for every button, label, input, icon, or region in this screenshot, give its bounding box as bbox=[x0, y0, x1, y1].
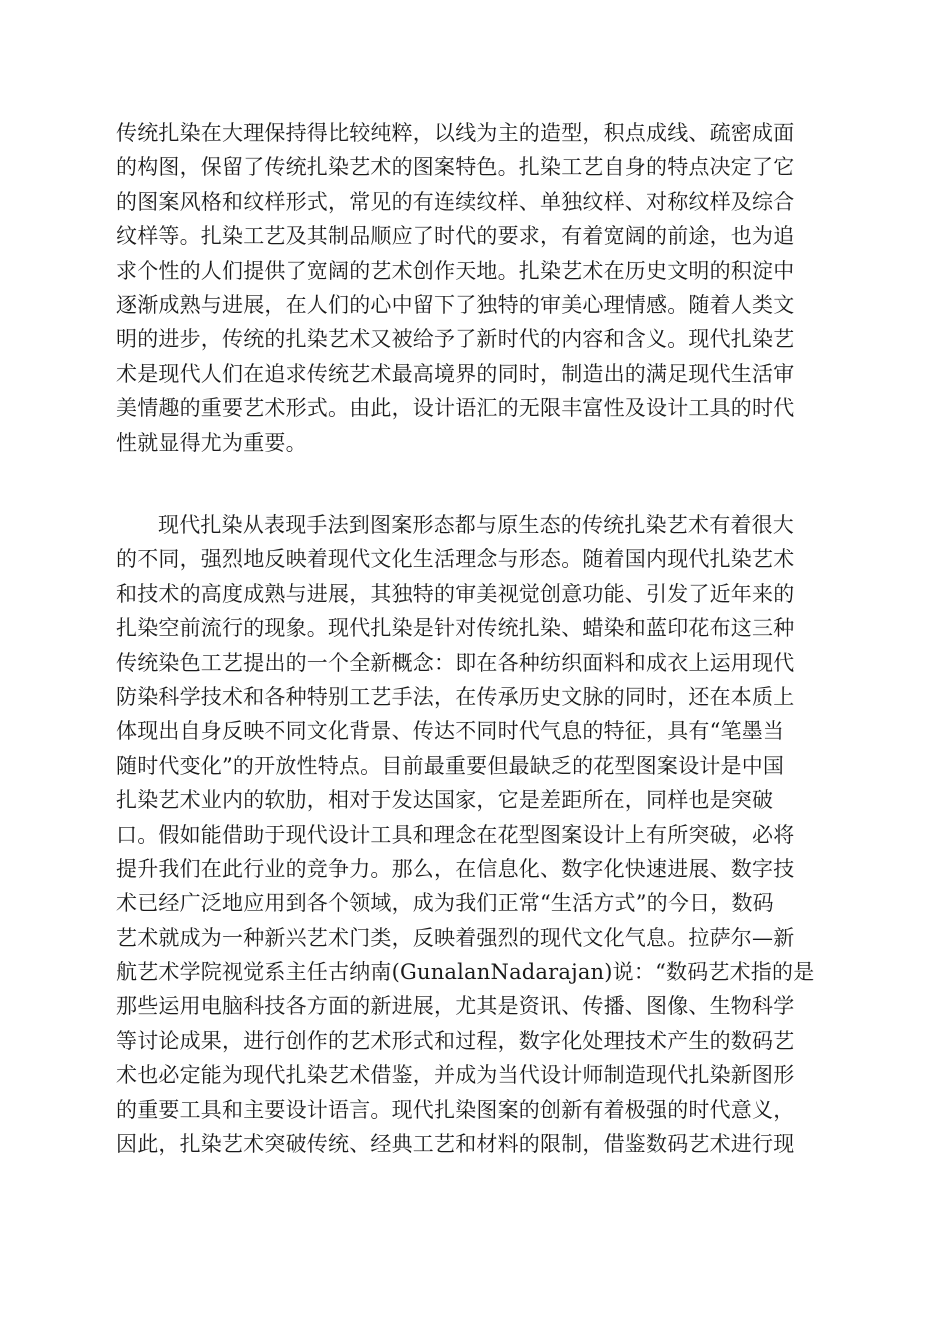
paragraph-line: 那些运用电脑科技各方面的新进展，尤其是资讯、传播、图像、生物科学 bbox=[116, 994, 795, 1019]
paragraph-line: 的图案风格和纹样形式，常见的有连续纹样、单独纹样、对称纹样及综合 bbox=[116, 189, 795, 214]
paragraph-2 bbox=[116, 508, 836, 1161]
paragraph-line: 艺术就成为一种新兴艺术门类，反映着强烈的现代文化气息。拉萨尔—新 bbox=[116, 925, 795, 950]
paragraph-line: 性就显得尤为重要。 bbox=[116, 430, 307, 455]
paragraph-line: 传统染色工艺提出的一个全新概念：即在各种纺织面料和成衣上运用现代 bbox=[116, 650, 795, 675]
paragraph-line: 航艺术学院视觉系主任古纳南(GunalanNadarajan)说：“数码艺术指的是 bbox=[116, 960, 815, 985]
paragraph-line: 求个性的人们提供了宽阔的艺术创作天地。扎染艺术在历史文明的积淀中 bbox=[116, 258, 795, 283]
paragraph-1 bbox=[116, 116, 836, 460]
paragraph-line: 现代扎染从表现手法到图案形态都与原生态的传统扎染艺术有着很大 bbox=[158, 513, 794, 537]
paragraph-line: 扎染空前流行的现象。现代扎染是针对传统扎染、蜡染和蓝印花布这三种 bbox=[116, 616, 795, 641]
paragraph-line: 美情趣的重要艺术形式。由此，设计语汇的无限丰富性及设计工具的时代 bbox=[116, 396, 795, 421]
paragraph-line: 和技术的高度成熟与进展，其独特的审美视觉创意功能、引发了近年来的 bbox=[116, 581, 795, 606]
paragraph-line: 明的进步，传统的扎染艺术又被给予了新时代的内容和含义。现代扎染艺 bbox=[116, 327, 795, 352]
paragraph-line: 因此，扎染艺术突破传统、经典工艺和材料的限制，借鉴数码艺术进行现 bbox=[116, 1132, 795, 1157]
paragraph-line: 口。假如能借助于现代设计工具和理念在花型图案设计上有所突破，必将 bbox=[116, 822, 795, 847]
paragraph-line: 的重要工具和主要设计语言。现代扎染图案的创新有着极强的时代意义， bbox=[116, 1097, 795, 1122]
paragraph-line: 随时代变化”的开放性特点。目前最重要但最缺乏的花型图案设计是中国 bbox=[116, 753, 785, 778]
paragraph-line: 扎染艺术业内的软肋，相对于发达国家，它是差距所在，同样也是突破 bbox=[116, 788, 774, 813]
paragraph-line: 术已经广泛地应用到各个领域，成为我们正常“生活方式”的今日，数码 bbox=[116, 891, 774, 916]
paragraph-line: 提升我们在此行业的竞争力。那么，在信息化、数字化快速进展、数字技 bbox=[116, 856, 795, 881]
paragraph-line: 防染科学技术和各种特别工艺手法，在传承历史文脉的同时，还在本质上 bbox=[116, 684, 795, 709]
paragraph-line: 的不同，强烈地反映着现代文化生活理念与形态。随着国内现代扎染艺术 bbox=[116, 547, 795, 572]
paragraph-line: 术是现代人们在追求传统艺术最高境界的同时，制造出的满足现代生活审 bbox=[116, 361, 795, 386]
paragraph-line: 的构图，保留了传统扎染艺术的图案特色。扎染工艺自身的特点决定了它 bbox=[116, 155, 795, 180]
paragraph-line: 等讨论成果，进行创作的艺术形式和过程，数字化处理技术产生的数码艺 bbox=[116, 1028, 795, 1053]
paragraph-line: 体现出自身反映不同文化背景、传达不同时代气息的特征，具有“笔墨当 bbox=[116, 719, 785, 744]
paragraph-line: 术也必定能为现代扎染艺术借鉴，并成为当代设计师制造现代扎染新图形 bbox=[116, 1063, 795, 1088]
paragraph-line: 逐渐成熟与进展，在人们的心中留下了独特的审美心理情感。随着人类文 bbox=[116, 292, 795, 317]
paragraph-line: 纹样等。扎染工艺及其制品顺应了时代的要求，有着宽阔的前途，也为追 bbox=[116, 224, 795, 249]
paragraph-line: 传统扎染在大理保持得比较纯粹，以线为主的造型，积点成线、疏密成面 bbox=[116, 121, 795, 145]
